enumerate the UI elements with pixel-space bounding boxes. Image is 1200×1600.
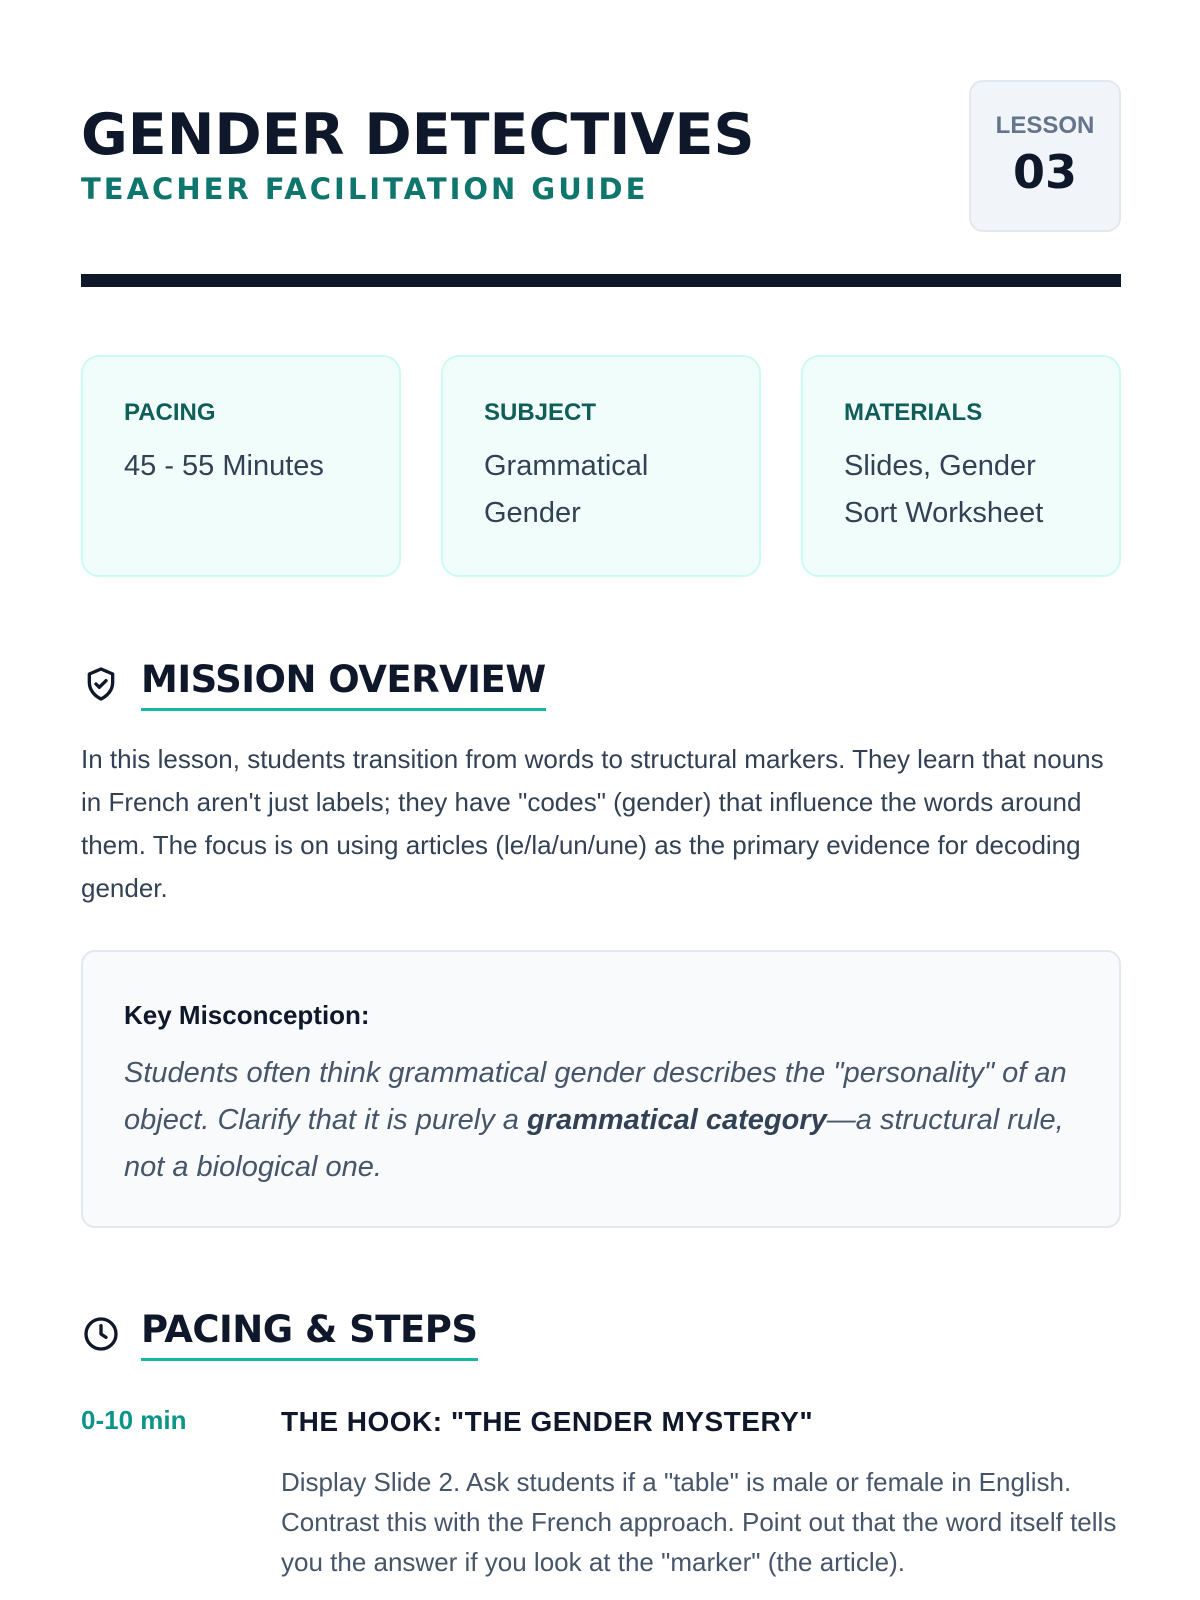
mission-overview-heading [81, 654, 1121, 714]
lesson-label: LESSON [995, 112, 1095, 139]
card-value: Slides, Gender Sort Worksheet [844, 450, 1044, 529]
lesson-number: 03 [1012, 145, 1077, 199]
step-time: 0-10 min [81, 1405, 187, 1435]
page-subtitle: TEACHER FACILITATION GUIDE [81, 172, 649, 206]
step-title: THE HOOK: "THE GENDER MYSTERY" [281, 1406, 814, 1437]
card-label: PACING [124, 399, 216, 426]
card-label: MATERIALS [844, 399, 983, 426]
lesson-badge [969, 80, 1121, 232]
overview-paragraph: In this lesson, students transition from words to structural markers. They learn that nouns in French aren't just labels; they have "codes" (gender) that influence the words around them. The focus is on using articles (le/la/un/une) as the primary evidence for decoding gender. [81, 744, 1104, 903]
header-divider [81, 274, 1121, 287]
clock-icon [81, 1314, 121, 1354]
misconception-text-end: —a structural rule, not a biological one. [124, 1104, 1064, 1183]
misconception-label: Key Misconception: [124, 1000, 370, 1030]
shield-check-icon [81, 664, 121, 704]
info-cards [81, 355, 1121, 577]
card-label: SUBJECT [484, 399, 597, 426]
subject-card [441, 355, 761, 577]
misconception-text-start: Students often think grammatical gender describes the "personality" of an object. Clarify that it is purely a [124, 1057, 1067, 1136]
step-description: Display Slide 2. Ask students if a "table" is male or female in English. Contrast this with the French approach. Point out that the word itself tells you the answer if you look at the "marker" (the article). [281, 1467, 1117, 1577]
materials-card [801, 355, 1121, 577]
page-title: GENDER DETECTIVES [81, 102, 755, 168]
section-title: MISSION OVERVIEW [141, 658, 546, 711]
pacing-steps-heading [81, 1304, 1121, 1364]
misconception-emphasis: grammatical category [526, 1104, 827, 1136]
card-value: 45 - 55 Minutes [124, 450, 324, 482]
pacing-card [81, 355, 401, 577]
misconception-callout [81, 950, 1121, 1228]
lesson-guide-page [81, 0, 1121, 1600]
page-header [81, 80, 1121, 230]
card-value: Grammatical Gender [484, 450, 649, 529]
section-title: PACING & STEPS [141, 1308, 478, 1361]
misconception-text [124, 1050, 1074, 1191]
